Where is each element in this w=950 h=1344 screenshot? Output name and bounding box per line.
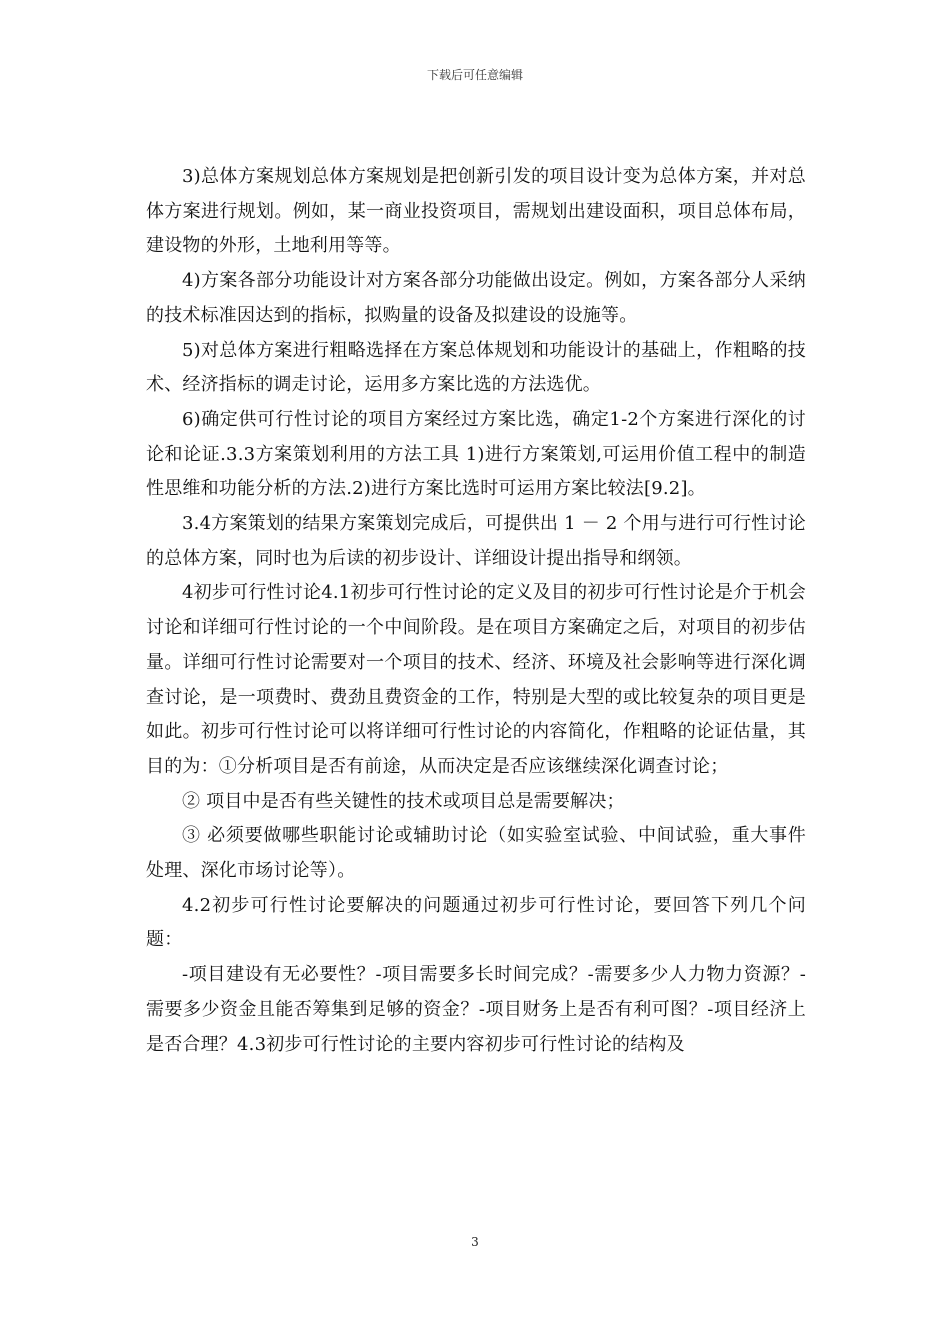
page-number: 3: [471, 1235, 479, 1249]
paragraph: 3.4方案策划的结果方案策划完成后，可提供出 1 － 2 个用与进行可行性讨论的总体方案，同时也为后读的初步设计、详细设计提出指导和纲领。: [146, 513, 806, 569]
paragraph: 4)方案各部分功能设计对方案各部分功能做出设定。例如，方案各部分人采纳的技术标准因达到的指标，拟购量的设备及拟建设的设施等。: [146, 270, 806, 326]
paragraph: 4初步可行性讨论4.1初步可行性讨论的定义及目的初步可行性讨论是介于机会讨论和详细可行性讨论的一个中间阶段。是在项目方案确定之后，对项目的初步估量。详细可行性讨论需要对一个项目的技术、经济、环境及社会影响等进行深化调查讨论，是一项费时、费劲且费资金的工作，特别是大型的或比较复杂的项目更是如此。初步可行性讨论可以将详细可行性讨论的内容简化，作粗略的论证估量，其目的为：①分析项目是否有前途，从而决定是否应该继续深化调查讨论；: [146, 582, 806, 777]
paragraph: 5)对总体方案进行粗略选择在方案总体规划和功能设计的基础上，作粗略的技术、经济指标的调走讨论，运用多方案比选的方法选优。: [146, 339, 806, 396]
document-body: [146, 160, 806, 1062]
paragraph: 4.2初步可行性讨论要解决的问题通过初步可行性讨论，要回答下列几个问题：: [146, 894, 806, 951]
paragraph: 3)总体方案规划总体方案规划是把创新引发的项目设计变为总体方案，并对总体方案进行规划。例如，某一商业投资项目，需规划出建设面积，项目总体布局，建设物的外形，土地利用等等。: [146, 166, 806, 257]
paragraph: ② 项目中是否有些关键性的技术或项目总是需要解决；: [182, 790, 625, 812]
paragraph: 6)确定供可行性讨论的项目方案经过方案比选，确定1-2个方案进行深化的讨论和论证.3.3方案策划利用的方法工具 1)进行方案策划,可运用价值工程中的制造性思维和功能分析的方法.2)进行方案比选时可运用方案比较法[9.2]。: [146, 408, 806, 500]
paragraph: -项目建设有无必要性？-项目需要多长时间完成？-需要多少人力物力资源？-需要多少资金且能否筹集到足够的资金？-项目财务上是否有利可图？-项目经济上是否合理？4.3初步可行性讨论的主要内容初步可行性讨论的结构及: [146, 964, 806, 1055]
paragraph: ③ 必须要做哪些职能讨论或辅助讨论（如实验室试验、中间试验，重大事件处理、深化市场讨论等）。: [146, 825, 806, 882]
page-header: 下载后可任意编辑: [426, 68, 523, 82]
